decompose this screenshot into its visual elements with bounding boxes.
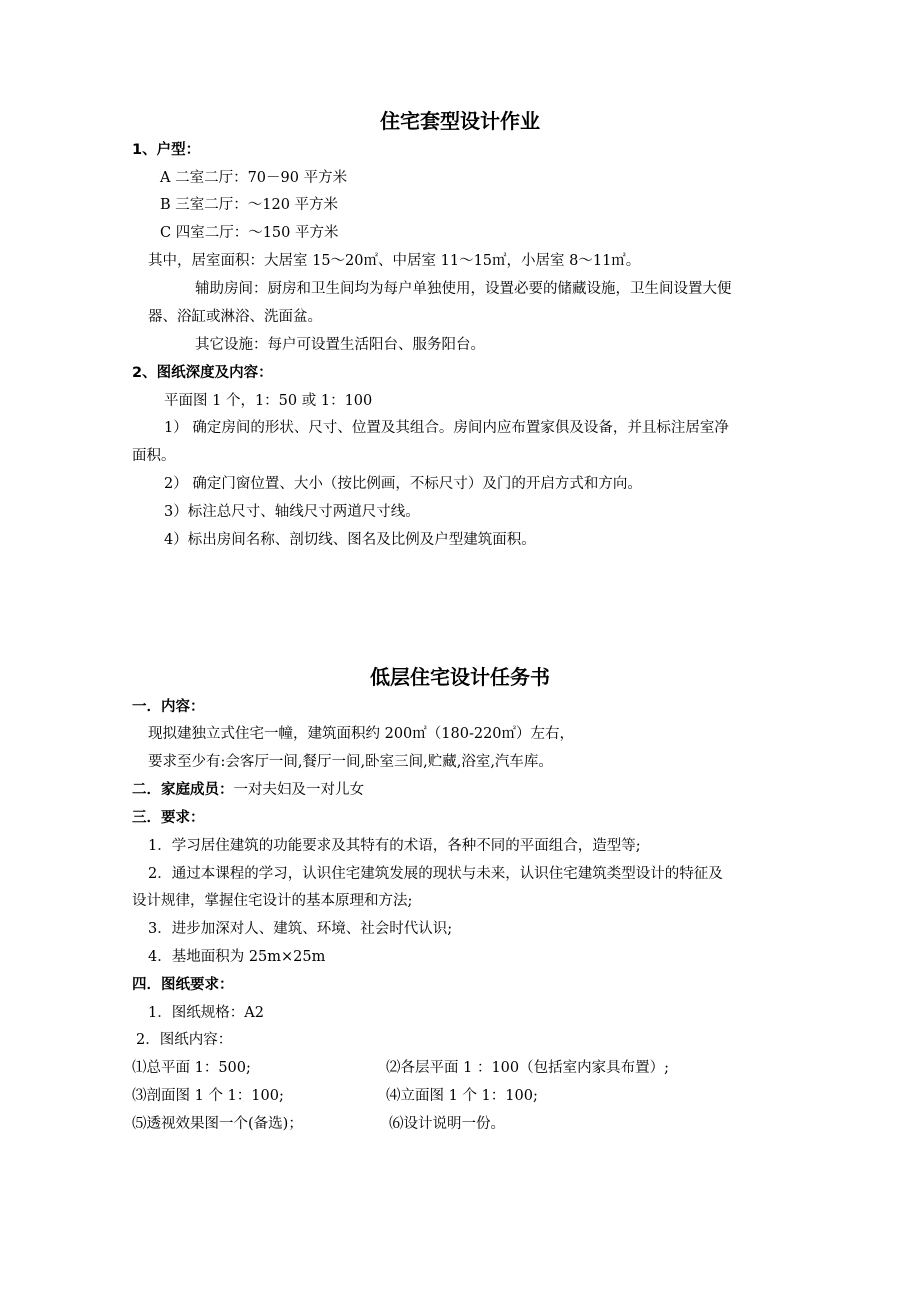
other-facilities: 其它设施：每户可设置生活阳台、服务阳台。 <box>195 337 485 353</box>
unit-type-b: B 三室二厅：～120 平方米 <box>160 197 339 213</box>
drawing-content-1: ⑴总平面 1：500; <box>132 1060 251 1076</box>
drawing-item1-line2: 面积。 <box>132 448 176 464</box>
doc2-section1-heading: 一．内容： <box>132 699 205 715</box>
doc1-section2-heading: 2、图纸深度及内容： <box>132 365 273 381</box>
auxiliary-rooms-line2: 器、浴缸或淋浴、洗面盆。 <box>148 309 322 325</box>
drawing-item2: 2） 确定门窗位置、大小（按比例画，不标尺寸）及门的开启方式和方向。 <box>164 476 642 492</box>
drawing-content-5: ⑸透视效果图一个(备选)； <box>132 1116 303 1132</box>
family-members: 一对夫妇及一对儿女 <box>233 782 364 798</box>
drawing-contents-heading: 2．图纸内容： <box>136 1032 233 1048</box>
plan-scale: 平面图 1 个，1：50 或 1：100 <box>164 393 373 409</box>
drawing-content-6: ⑹设计说明一份。 <box>389 1116 505 1132</box>
requirement-1: 1．学习居住建筑的功能要求及其特有的术语，各种不同的平面组合，造型等; <box>148 838 641 854</box>
doc1-section1-heading: 1、户型： <box>132 142 201 158</box>
drawing-item3: 3）标注总尺寸、轴线尺寸两道尺寸线。 <box>164 504 420 520</box>
doc2-section2-heading: 二．家庭成员： <box>132 782 234 798</box>
drawing-content-3: ⑶剖面图 1 个 1：100; <box>132 1088 284 1104</box>
unit-type-c: C 四室二厅：～150 平方米 <box>160 225 339 241</box>
drawing-content-2: ⑵各层平面 1 ：100（包括室内家具布置）; <box>386 1060 670 1076</box>
requirement-4: 4．基地面积为 25m×25m <box>148 949 326 965</box>
content-line2: 要求至少有:会客厅一间,餐厅一间,卧室三间,贮藏,浴室,汽车库。 <box>148 754 553 770</box>
content-line1: 现拟建独立式住宅一幢，建筑面积约 200㎡（180-220㎡）左右， <box>148 726 575 742</box>
requirement-3: 3．进步加深对人、建筑、环境、社会时代认识; <box>148 921 453 937</box>
doc1-title: 住宅套型设计作业 <box>380 109 540 133</box>
requirement-2-line1: 2．通过本课程的学习，认识住宅建筑发展的现状与未来，认识住宅建筑类型设计的特征及 <box>148 866 723 882</box>
doc2-section4-heading: 四．图纸要求： <box>132 977 234 993</box>
unit-type-a: A 二室二厅：70－90 平方米 <box>160 170 348 186</box>
auxiliary-rooms-line1: 辅助房间：厨房和卫生间均为每户单独使用，设置必要的储藏设施，卫生间设置大便 <box>195 281 732 297</box>
requirement-2-line2: 设计规律，掌握住宅设计的基本原理和方法; <box>132 893 413 909</box>
doc2-title: 低层住宅设计任务书 <box>370 665 550 689</box>
drawing-content-4: ⑷立面图 1 个 1：100; <box>386 1088 538 1104</box>
doc2-section3-heading: 三．要求： <box>132 810 205 826</box>
drawing-item4: 4）标出房间名称、剖切线、图名及比例及户型建筑面积。 <box>164 532 536 548</box>
bedroom-area: 其中，居室面积：大居室 15～20㎡、中居室 11～15㎡，小居室 8～11㎡。 <box>148 253 641 269</box>
drawing-spec: 1．图纸规格：A2 <box>148 1005 264 1021</box>
drawing-item1-line1: 1） 确定房间的形状、尺寸、位置及其组合。房间内应布置家俱及设备，并且标注居室净 <box>164 420 729 436</box>
